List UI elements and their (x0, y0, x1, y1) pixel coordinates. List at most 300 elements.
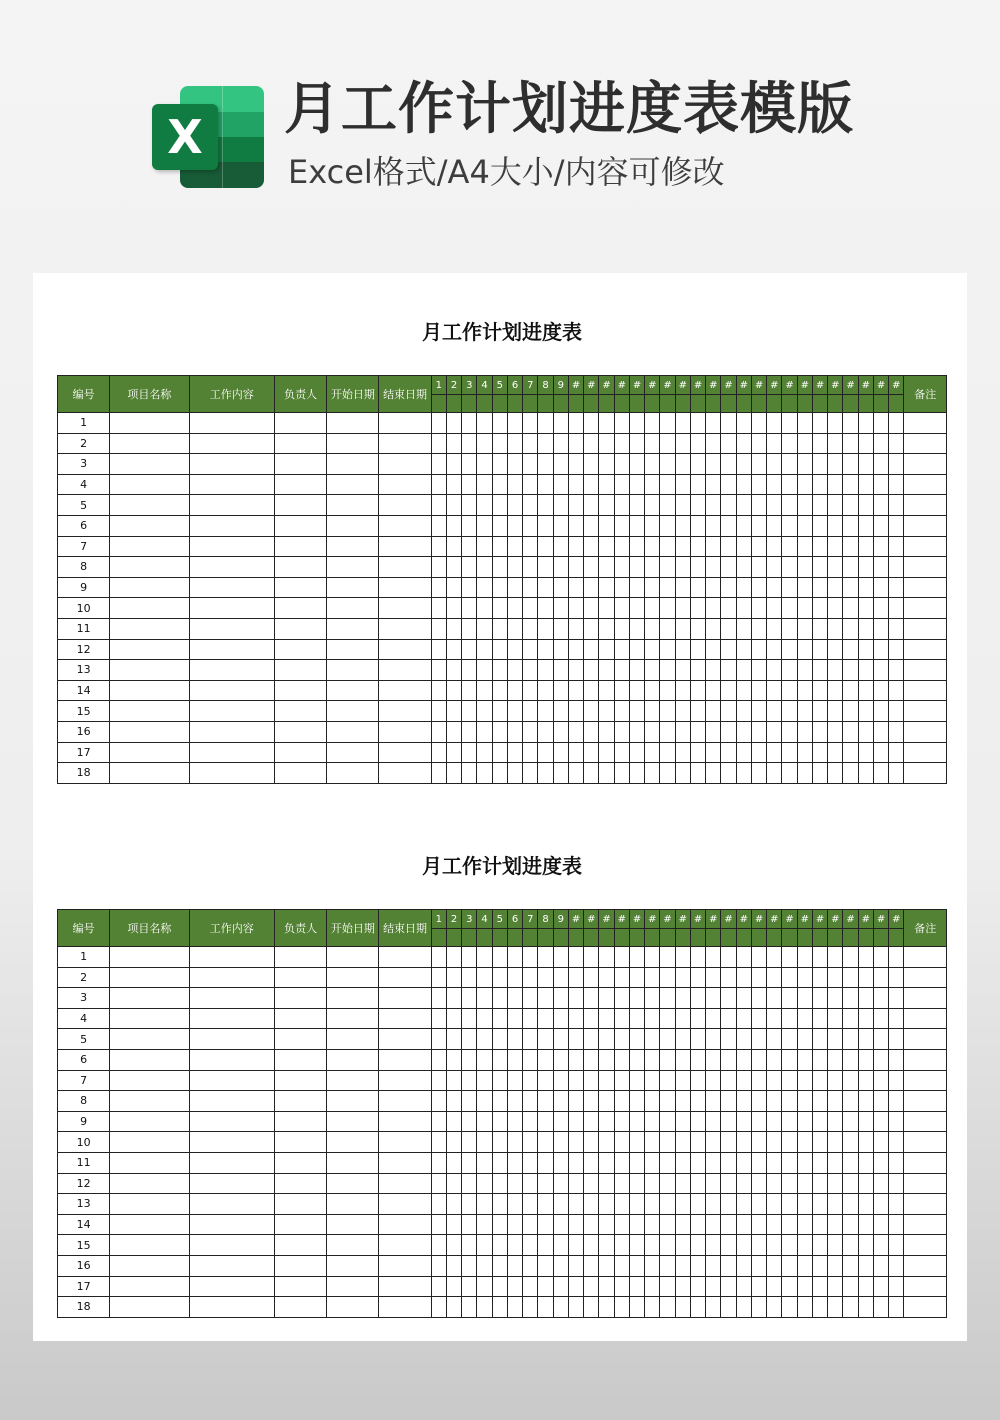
day-cell[interactable] (751, 598, 766, 619)
remarks-cell[interactable] (904, 1173, 947, 1194)
start-date-cell[interactable] (327, 1091, 379, 1112)
day-cell[interactable] (889, 763, 904, 784)
day-cell[interactable] (507, 680, 522, 701)
day-cell[interactable] (751, 536, 766, 557)
day-cell[interactable] (477, 1297, 492, 1318)
owner-cell[interactable] (274, 742, 326, 763)
day-cell[interactable] (629, 1214, 644, 1235)
day-cell[interactable] (553, 1297, 568, 1318)
day-cell[interactable] (507, 721, 522, 742)
day-cell[interactable] (645, 1214, 660, 1235)
day-cell[interactable] (751, 1029, 766, 1050)
day-cell[interactable] (767, 557, 782, 578)
day-cell[interactable] (629, 988, 644, 1009)
day-cell[interactable] (751, 413, 766, 434)
day-cell[interactable] (751, 701, 766, 722)
day-cell[interactable] (782, 1132, 797, 1153)
day-cell[interactable] (873, 454, 888, 475)
day-cell[interactable] (477, 495, 492, 516)
day-cell[interactable] (736, 660, 751, 681)
day-cell[interactable] (462, 763, 477, 784)
day-cell[interactable] (889, 1297, 904, 1318)
day-cell[interactable] (538, 1255, 553, 1276)
owner-cell[interactable] (274, 557, 326, 578)
start-date-cell[interactable] (327, 536, 379, 557)
day-cell[interactable] (873, 967, 888, 988)
day-cell[interactable] (843, 1008, 858, 1029)
day-cell[interactable] (599, 1070, 614, 1091)
day-cell[interactable] (477, 947, 492, 968)
day-cell[interactable] (767, 701, 782, 722)
day-cell[interactable] (660, 1276, 675, 1297)
day-cell[interactable] (828, 1255, 843, 1276)
day-cell[interactable] (736, 1297, 751, 1318)
day-cell[interactable] (690, 515, 705, 536)
day-cell[interactable] (492, 1297, 507, 1318)
day-cell[interactable] (645, 1132, 660, 1153)
day-cell[interactable] (645, 1049, 660, 1070)
day-cell[interactable] (538, 967, 553, 988)
day-cell[interactable] (736, 515, 751, 536)
day-cell[interactable] (614, 763, 629, 784)
day-cell[interactable] (782, 413, 797, 434)
day-cell[interactable] (492, 763, 507, 784)
day-cell[interactable] (660, 639, 675, 660)
day-cell[interactable] (812, 454, 827, 475)
content-cell[interactable] (189, 742, 274, 763)
day-cell[interactable] (629, 598, 644, 619)
day-cell[interactable] (675, 1111, 690, 1132)
day-cell[interactable] (629, 557, 644, 578)
content-cell[interactable] (189, 1214, 274, 1235)
day-cell[interactable] (706, 1091, 721, 1112)
day-cell[interactable] (843, 763, 858, 784)
day-cell[interactable] (462, 1173, 477, 1194)
start-date-cell[interactable] (327, 577, 379, 598)
day-cell[interactable] (721, 1091, 736, 1112)
day-cell[interactable] (751, 454, 766, 475)
day-cell[interactable] (873, 1297, 888, 1318)
day-cell[interactable] (858, 1132, 873, 1153)
day-cell[interactable] (812, 1214, 827, 1235)
day-cell[interactable] (645, 1255, 660, 1276)
day-cell[interactable] (523, 1297, 538, 1318)
start-date-cell[interactable] (327, 618, 379, 639)
day-cell[interactable] (584, 1152, 599, 1173)
day-cell[interactable] (660, 474, 675, 495)
day-cell[interactable] (584, 557, 599, 578)
day-cell[interactable] (889, 577, 904, 598)
day-cell[interactable] (492, 1235, 507, 1256)
day-cell[interactable] (629, 1235, 644, 1256)
day-cell[interactable] (797, 413, 812, 434)
day-cell[interactable] (782, 1235, 797, 1256)
day-cell[interactable] (538, 680, 553, 701)
day-cell[interactable] (614, 988, 629, 1009)
project-cell[interactable] (110, 701, 189, 722)
day-cell[interactable] (889, 721, 904, 742)
day-cell[interactable] (553, 454, 568, 475)
day-cell[interactable] (446, 1276, 461, 1297)
day-cell[interactable] (675, 433, 690, 454)
day-cell[interactable] (645, 1235, 660, 1256)
day-cell[interactable] (721, 515, 736, 536)
day-cell[interactable] (507, 763, 522, 784)
day-cell[interactable] (721, 454, 736, 475)
day-cell[interactable] (873, 495, 888, 516)
day-cell[interactable] (751, 515, 766, 536)
day-cell[interactable] (782, 947, 797, 968)
day-cell[interactable] (614, 1235, 629, 1256)
day-cell[interactable] (660, 1049, 675, 1070)
day-cell[interactable] (660, 536, 675, 557)
day-cell[interactable] (553, 1111, 568, 1132)
day-cell[interactable] (721, 988, 736, 1009)
day-cell[interactable] (431, 474, 446, 495)
day-cell[interactable] (873, 1194, 888, 1215)
day-cell[interactable] (538, 1111, 553, 1132)
day-cell[interactable] (873, 1091, 888, 1112)
day-cell[interactable] (431, 1152, 446, 1173)
day-cell[interactable] (660, 1029, 675, 1050)
day-cell[interactable] (706, 763, 721, 784)
day-cell[interactable] (629, 1091, 644, 1112)
day-cell[interactable] (568, 1132, 583, 1153)
day-cell[interactable] (828, 1214, 843, 1235)
day-cell[interactable] (553, 1091, 568, 1112)
day-cell[interactable] (873, 988, 888, 1009)
day-cell[interactable] (736, 495, 751, 516)
day-cell[interactable] (523, 1173, 538, 1194)
day-cell[interactable] (828, 1070, 843, 1091)
day-cell[interactable] (538, 598, 553, 619)
day-cell[interactable] (431, 1297, 446, 1318)
start-date-cell[interactable] (327, 557, 379, 578)
owner-cell[interactable] (274, 515, 326, 536)
day-cell[interactable] (614, 515, 629, 536)
day-cell[interactable] (523, 1049, 538, 1070)
day-cell[interactable] (645, 680, 660, 701)
content-cell[interactable] (189, 1276, 274, 1297)
day-cell[interactable] (477, 1255, 492, 1276)
project-cell[interactable] (110, 1111, 189, 1132)
day-cell[interactable] (767, 1255, 782, 1276)
day-cell[interactable] (446, 660, 461, 681)
owner-cell[interactable] (274, 947, 326, 968)
project-cell[interactable] (110, 680, 189, 701)
day-cell[interactable] (721, 433, 736, 454)
content-cell[interactable] (189, 1070, 274, 1091)
day-cell[interactable] (706, 660, 721, 681)
day-cell[interactable] (477, 1173, 492, 1194)
day-cell[interactable] (462, 474, 477, 495)
day-cell[interactable] (721, 1276, 736, 1297)
day-cell[interactable] (797, 947, 812, 968)
day-cell[interactable] (477, 433, 492, 454)
day-cell[interactable] (446, 1235, 461, 1256)
day-cell[interactable] (507, 1255, 522, 1276)
day-cell[interactable] (477, 660, 492, 681)
day-cell[interactable] (797, 1235, 812, 1256)
day-cell[interactable] (660, 967, 675, 988)
day-cell[interactable] (889, 701, 904, 722)
day-cell[interactable] (507, 1091, 522, 1112)
day-cell[interactable] (629, 1276, 644, 1297)
day-cell[interactable] (660, 701, 675, 722)
day-cell[interactable] (553, 1070, 568, 1091)
remarks-cell[interactable] (904, 433, 947, 454)
day-cell[interactable] (721, 1173, 736, 1194)
day-cell[interactable] (477, 536, 492, 557)
owner-cell[interactable] (274, 1297, 326, 1318)
project-cell[interactable] (110, 454, 189, 475)
day-cell[interactable] (477, 1111, 492, 1132)
day-cell[interactable] (584, 1132, 599, 1153)
day-cell[interactable] (477, 1214, 492, 1235)
day-cell[interactable] (736, 701, 751, 722)
day-cell[interactable] (889, 495, 904, 516)
project-cell[interactable] (110, 1152, 189, 1173)
owner-cell[interactable] (274, 988, 326, 1009)
day-cell[interactable] (523, 1255, 538, 1276)
start-date-cell[interactable] (327, 598, 379, 619)
content-cell[interactable] (189, 1111, 274, 1132)
day-cell[interactable] (721, 1008, 736, 1029)
day-cell[interactable] (767, 639, 782, 660)
day-cell[interactable] (660, 660, 675, 681)
day-cell[interactable] (645, 947, 660, 968)
owner-cell[interactable] (274, 1091, 326, 1112)
end-date-cell[interactable] (379, 515, 431, 536)
project-cell[interactable] (110, 536, 189, 557)
day-cell[interactable] (721, 701, 736, 722)
start-date-cell[interactable] (327, 1235, 379, 1256)
day-cell[interactable] (858, 967, 873, 988)
day-cell[interactable] (492, 1214, 507, 1235)
day-cell[interactable] (462, 947, 477, 968)
day-cell[interactable] (767, 947, 782, 968)
day-cell[interactable] (614, 967, 629, 988)
day-cell[interactable] (675, 1049, 690, 1070)
day-cell[interactable] (599, 1297, 614, 1318)
owner-cell[interactable] (274, 433, 326, 454)
day-cell[interactable] (645, 701, 660, 722)
day-cell[interactable] (660, 1091, 675, 1112)
day-cell[interactable] (797, 721, 812, 742)
day-cell[interactable] (462, 680, 477, 701)
day-cell[interactable] (446, 1297, 461, 1318)
day-cell[interactable] (721, 1070, 736, 1091)
day-cell[interactable] (462, 988, 477, 1009)
day-cell[interactable] (812, 598, 827, 619)
day-cell[interactable] (660, 454, 675, 475)
day-cell[interactable] (828, 536, 843, 557)
day-cell[interactable] (843, 454, 858, 475)
start-date-cell[interactable] (327, 1008, 379, 1029)
day-cell[interactable] (538, 721, 553, 742)
day-cell[interactable] (873, 1214, 888, 1235)
day-cell[interactable] (431, 1049, 446, 1070)
owner-cell[interactable] (274, 1173, 326, 1194)
day-cell[interactable] (645, 988, 660, 1009)
day-cell[interactable] (690, 433, 705, 454)
day-cell[interactable] (843, 618, 858, 639)
day-cell[interactable] (843, 680, 858, 701)
day-cell[interactable] (797, 639, 812, 660)
day-cell[interactable] (889, 598, 904, 619)
day-cell[interactable] (477, 1049, 492, 1070)
day-cell[interactable] (675, 1255, 690, 1276)
day-cell[interactable] (843, 557, 858, 578)
day-cell[interactable] (462, 515, 477, 536)
day-cell[interactable] (843, 536, 858, 557)
project-cell[interactable] (110, 618, 189, 639)
day-cell[interactable] (843, 1255, 858, 1276)
day-cell[interactable] (828, 1132, 843, 1153)
day-cell[interactable] (812, 1132, 827, 1153)
day-cell[interactable] (706, 618, 721, 639)
day-cell[interactable] (660, 988, 675, 1009)
content-cell[interactable] (189, 721, 274, 742)
day-cell[interactable] (645, 1070, 660, 1091)
day-cell[interactable] (797, 988, 812, 1009)
day-cell[interactable] (538, 474, 553, 495)
day-cell[interactable] (584, 433, 599, 454)
day-cell[interactable] (431, 1111, 446, 1132)
day-cell[interactable] (584, 618, 599, 639)
day-cell[interactable] (889, 618, 904, 639)
day-cell[interactable] (599, 988, 614, 1009)
day-cell[interactable] (477, 1235, 492, 1256)
content-cell[interactable] (189, 577, 274, 598)
day-cell[interactable] (690, 1214, 705, 1235)
day-cell[interactable] (538, 660, 553, 681)
day-cell[interactable] (584, 742, 599, 763)
content-cell[interactable] (189, 1173, 274, 1194)
day-cell[interactable] (828, 1111, 843, 1132)
day-cell[interactable] (736, 721, 751, 742)
day-cell[interactable] (797, 1111, 812, 1132)
day-cell[interactable] (645, 1029, 660, 1050)
end-date-cell[interactable] (379, 1070, 431, 1091)
day-cell[interactable] (736, 577, 751, 598)
owner-cell[interactable] (274, 1029, 326, 1050)
day-cell[interactable] (446, 618, 461, 639)
day-cell[interactable] (645, 1297, 660, 1318)
day-cell[interactable] (828, 1173, 843, 1194)
content-cell[interactable] (189, 763, 274, 784)
day-cell[interactable] (431, 967, 446, 988)
day-cell[interactable] (736, 639, 751, 660)
end-date-cell[interactable] (379, 1235, 431, 1256)
day-cell[interactable] (477, 1070, 492, 1091)
day-cell[interactable] (553, 495, 568, 516)
day-cell[interactable] (446, 680, 461, 701)
day-cell[interactable] (492, 988, 507, 1009)
day-cell[interactable] (873, 1235, 888, 1256)
end-date-cell[interactable] (379, 1214, 431, 1235)
content-cell[interactable] (189, 1152, 274, 1173)
end-date-cell[interactable] (379, 413, 431, 434)
day-cell[interactable] (828, 967, 843, 988)
day-cell[interactable] (690, 1173, 705, 1194)
remarks-cell[interactable] (904, 1132, 947, 1153)
day-cell[interactable] (690, 639, 705, 660)
remarks-cell[interactable] (904, 1029, 947, 1050)
owner-cell[interactable] (274, 454, 326, 475)
project-cell[interactable] (110, 1132, 189, 1153)
day-cell[interactable] (431, 680, 446, 701)
day-cell[interactable] (477, 1194, 492, 1215)
day-cell[interactable] (858, 1214, 873, 1235)
day-cell[interactable] (721, 680, 736, 701)
day-cell[interactable] (858, 1070, 873, 1091)
day-cell[interactable] (782, 1091, 797, 1112)
day-cell[interactable] (721, 1152, 736, 1173)
day-cell[interactable] (706, 433, 721, 454)
day-cell[interactable] (446, 577, 461, 598)
day-cell[interactable] (553, 967, 568, 988)
day-cell[interactable] (599, 742, 614, 763)
day-cell[interactable] (675, 763, 690, 784)
day-cell[interactable] (431, 413, 446, 434)
day-cell[interactable] (492, 1194, 507, 1215)
day-cell[interactable] (507, 701, 522, 722)
day-cell[interactable] (690, 742, 705, 763)
day-cell[interactable] (690, 454, 705, 475)
day-cell[interactable] (843, 1173, 858, 1194)
day-cell[interactable] (812, 763, 827, 784)
day-cell[interactable] (858, 1194, 873, 1215)
day-cell[interactable] (584, 1070, 599, 1091)
day-cell[interactable] (553, 598, 568, 619)
end-date-cell[interactable] (379, 742, 431, 763)
day-cell[interactable] (843, 1235, 858, 1256)
day-cell[interactable] (889, 1194, 904, 1215)
day-cell[interactable] (568, 577, 583, 598)
day-cell[interactable] (736, 454, 751, 475)
day-cell[interactable] (675, 515, 690, 536)
day-cell[interactable] (751, 742, 766, 763)
content-cell[interactable] (189, 1255, 274, 1276)
day-cell[interactable] (431, 1194, 446, 1215)
day-cell[interactable] (507, 967, 522, 988)
day-cell[interactable] (873, 1070, 888, 1091)
day-cell[interactable] (645, 660, 660, 681)
day-cell[interactable] (599, 536, 614, 557)
day-cell[interactable] (523, 598, 538, 619)
day-cell[interactable] (797, 1132, 812, 1153)
day-cell[interactable] (538, 763, 553, 784)
day-cell[interactable] (736, 1276, 751, 1297)
day-cell[interactable] (629, 577, 644, 598)
day-cell[interactable] (812, 433, 827, 454)
day-cell[interactable] (431, 660, 446, 681)
day-cell[interactable] (828, 1049, 843, 1070)
day-cell[interactable] (446, 433, 461, 454)
day-cell[interactable] (858, 1029, 873, 1050)
day-cell[interactable] (706, 988, 721, 1009)
day-cell[interactable] (629, 701, 644, 722)
day-cell[interactable] (751, 1132, 766, 1153)
day-cell[interactable] (751, 1235, 766, 1256)
day-cell[interactable] (889, 1029, 904, 1050)
day-cell[interactable] (462, 618, 477, 639)
day-cell[interactable] (599, 413, 614, 434)
day-cell[interactable] (614, 1029, 629, 1050)
day-cell[interactable] (462, 1029, 477, 1050)
day-cell[interactable] (477, 721, 492, 742)
